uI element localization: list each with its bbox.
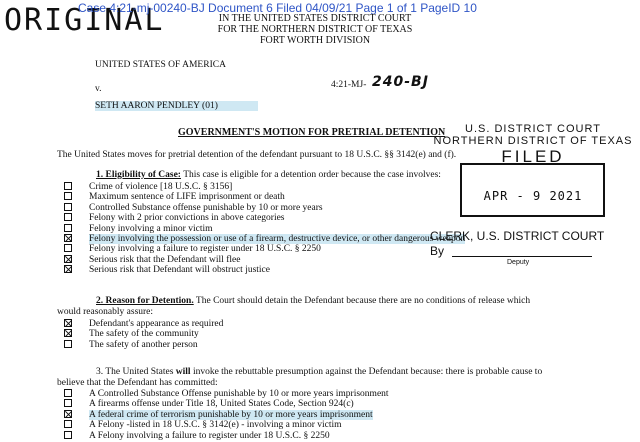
filed-stamp-deputy: Deputy	[507, 259, 530, 266]
checklist-item-label: Felony involving a minor victim	[89, 223, 213, 234]
section1-intro	[96, 170, 441, 180]
checked-box-icon	[64, 265, 72, 273]
checklist-item-label: The safety of the community	[89, 329, 199, 340]
court-name-line1: IN THE UNITED STATES DISTRICT COURT	[218, 13, 412, 24]
empty-checkbox-icon	[64, 431, 72, 439]
section3-text-prefix: 3. The United States	[96, 367, 176, 377]
section3-text-suffix: invoke the rebuttable presumption against the Defendant because: there is probable cause to	[190, 367, 543, 377]
checklist-item-label: A Felony involving a failure to register under 18 U.S.C. § 2250	[89, 430, 330, 441]
checklist-item	[64, 224, 213, 234]
filed-stamp-date: APR - 9 2021	[483, 189, 583, 203]
checklist-item-label: A Felony -listed in 18 U.S.C. § 3142(e) - involving a minor victim	[89, 420, 342, 431]
section2-text-line2: would reasonably assure:	[57, 307, 154, 317]
defendant-name: SETH AARON PENDLEY (01)	[95, 101, 258, 111]
empty-checkbox-icon	[64, 340, 72, 348]
checked-box-icon	[64, 329, 72, 337]
section3-text-line2: believe that the Defendant has committed:	[57, 378, 218, 388]
section3-intro	[96, 367, 542, 377]
checklist-item-label: A Controlled Substance Offense punishable by 10 or more years imprisonment	[89, 389, 389, 399]
checklist-item	[64, 410, 373, 420]
filed-stamp	[422, 123, 640, 273]
filed-stamp-signature-line	[452, 256, 592, 257]
filed-stamp-label: FILED	[501, 147, 565, 166]
empty-checkbox-icon	[64, 182, 72, 190]
checklist-item	[64, 340, 198, 350]
empty-checkbox-icon	[64, 420, 72, 428]
filed-stamp-by: By	[430, 244, 445, 258]
checklist-item-label: A federal crime of terrorism punishable by 10 or more years imprisonment	[89, 409, 373, 420]
checklist-item	[64, 234, 465, 244]
checked-box-icon	[64, 319, 72, 327]
filed-stamp-district: NORTHERN DISTRICT OF TEXAS	[433, 135, 633, 147]
empty-checkbox-icon	[64, 213, 72, 221]
checklist-item-label: A firearms offense under Title 18, United States Code, Section 924(c)	[89, 399, 354, 410]
court-name-line2: FOR THE NORTHERN DISTRICT OF TEXAS	[217, 24, 413, 35]
section3-text-bold: will	[175, 367, 191, 377]
filed-stamp-court: U.S. DISTRICT COURT	[465, 123, 601, 135]
checklist-item-label: Maximum sentence of LIFE imprisonment or death	[89, 192, 285, 203]
court-division: FORT WORTH DIVISION	[259, 35, 371, 46]
checklist-item-label: Serious risk that the Defendant will flee	[89, 254, 241, 265]
checklist-item	[64, 420, 342, 430]
section2-text: The Court should detain the Defendant because there are no conditions of release which	[193, 296, 531, 306]
checklist-item	[64, 329, 199, 339]
checklist-item-label: Serious risk that Defendant will obstruct justice	[89, 265, 270, 276]
section1-text: This case is eligible for a detention order because the case involves:	[180, 170, 441, 180]
filed-stamp-header	[422, 123, 640, 167]
checked-box-icon	[64, 234, 72, 242]
checklist-item-label: Felony with 2 prior convictions in above categories	[89, 213, 285, 224]
case-number-handwritten: 240-BJ	[372, 74, 429, 90]
document-title: GOVERNMENT'S MOTION FOR PRETRIAL DETENTION	[178, 127, 446, 138]
checklist-item-label: Felony involving the possession or use of a firearm, destructive device, or other dangerous weapon	[89, 234, 466, 244]
section2-heading: 2. Reason for Detention.	[96, 296, 194, 306]
checklist-item-label: Felony involving a failure to register under 18 U.S.C. § 2250	[89, 244, 321, 255]
checklist-item-label: Controlled Substance offense punishable by 10 or more years	[89, 202, 323, 213]
empty-checkbox-icon	[64, 399, 72, 407]
checklist-item	[64, 192, 285, 202]
checklist-item-label: The safety of another person	[89, 339, 198, 350]
checklist-item-label: Crime of violence [18 U.S.C. § 3156]	[89, 182, 233, 192]
empty-checkbox-icon	[64, 224, 72, 232]
filed-stamp-clerk: CLERK, U.S. DISTRICT COURT	[430, 229, 605, 243]
checklist-item	[64, 244, 321, 254]
checklist-item	[64, 213, 285, 223]
empty-checkbox-icon	[64, 244, 72, 252]
checklist-item	[64, 203, 323, 213]
intro-paragraph: The United States moves for pretrial detention of the defendant pursuant to 18 U.S.C. §§ 3142(e) and (f).	[57, 150, 457, 160]
checklist-item	[64, 431, 330, 441]
checklist-item	[64, 319, 223, 329]
case-number-prefix: 4:21-MJ-	[331, 80, 367, 90]
empty-checkbox-icon	[64, 389, 72, 397]
checklist-item	[64, 265, 270, 275]
plaintiff-name: UNITED STATES OF AMERICA	[95, 60, 226, 70]
section2-intro	[96, 296, 530, 306]
filing-header: Case 4:21-mj-00240-BJ Document 6 Filed 04/09/21 Page 1 of 1 PageID 10	[78, 1, 477, 15]
empty-checkbox-icon	[64, 192, 72, 200]
section1-heading: 1. Eligibility of Case:	[96, 170, 181, 180]
checklist-item	[64, 255, 240, 265]
original-stamp: ORIGINAL	[4, 3, 165, 38]
versus: v.	[95, 84, 102, 94]
checked-box-icon	[64, 410, 72, 418]
checklist-item	[64, 389, 389, 399]
checked-box-icon	[64, 255, 72, 263]
checklist-item	[64, 399, 354, 409]
checklist-item	[64, 182, 232, 192]
empty-checkbox-icon	[64, 203, 72, 211]
checklist-item-label: Defendant's appearance as required	[89, 319, 224, 329]
